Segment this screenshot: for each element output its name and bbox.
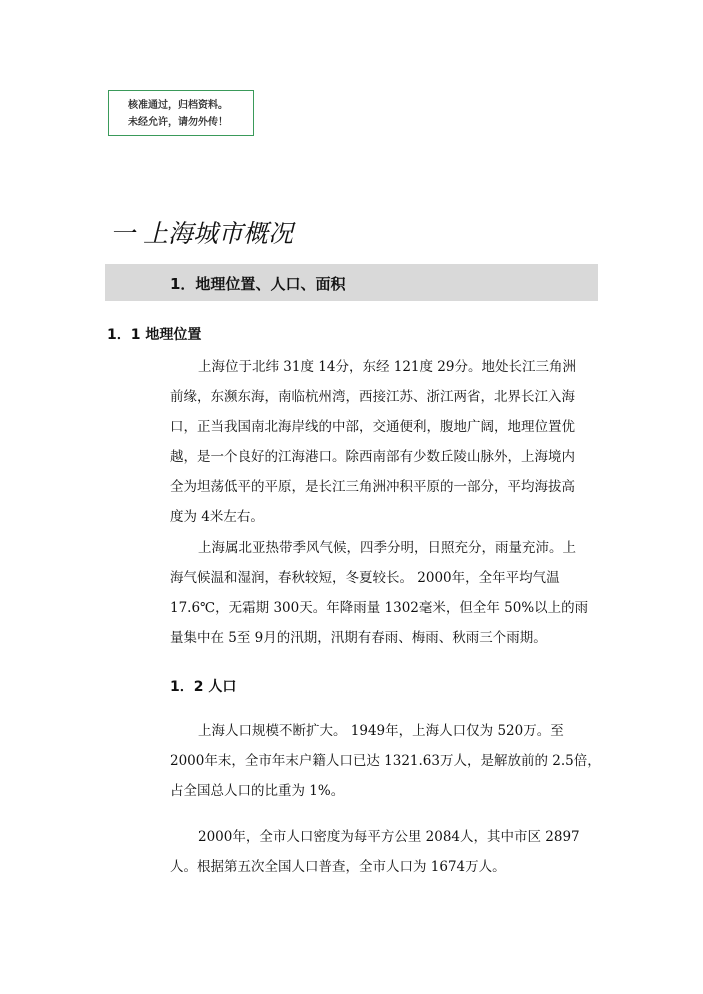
paragraph-climate <box>170 533 598 653</box>
paragraph-density <box>170 822 598 882</box>
text-line: 度为 4米左右。 <box>170 509 264 525</box>
text-line: 17.6℃，无霜期 300天。年降雨量 1302毫米，但全年 50%以上的雨 <box>170 600 589 616</box>
text-line: 2000年，全市人口密度为每平方公里 2084人，其中市区 2897 <box>198 829 580 845</box>
section-header-bar <box>105 264 598 301</box>
approval-stamp <box>108 90 254 136</box>
text-line: 人。根据第五次全国人口普查，全市人口为 1674万人。 <box>170 859 506 875</box>
text-line: 全为坦荡低平的平原，是长江三角洲冲积平原的一部分，平均海拔高 <box>170 479 575 495</box>
text-line: 上海人口规模不断扩大。 1949年，上海人口仅为 520万。至 <box>198 723 564 739</box>
section-title: 1．地理位置、人口、面积 <box>170 275 346 293</box>
paragraph-population <box>170 716 601 806</box>
subsection-title-location: 1．1 地理位置 <box>107 327 202 343</box>
text-line: 口，正当我国南北海岸线的中部，交通便利，腹地广阔，地理位置优 <box>170 419 575 435</box>
text-line: 2000年末，全市年末户籍人口已达 1321.63万人，是解放前的 2.5倍， <box>170 753 601 769</box>
text-line: 上海位于北纬 31度 14分，东经 121度 29分。地处长江三角洲 <box>198 359 576 375</box>
text-line: 前缘，东濒东海，南临杭州湾，西接江苏、浙江两省，北界长江入海 <box>170 389 575 405</box>
text-line: 海气候温和湿润，春秋较短，冬夏较长。 2000年，全年平均气温 <box>170 570 560 586</box>
text-line: 上海属北亚热带季风气候，四季分明，日照充分，雨量充沛。上 <box>198 540 576 556</box>
paragraph-location <box>170 352 598 532</box>
text-line: 越，是一个良好的江海港口。除西南部有少数丘陵山脉外，上海境内 <box>170 449 575 465</box>
subsection-title-population: 1．2 人口 <box>170 679 237 695</box>
stamp-line-1: 核准通过，归档资料。 <box>128 100 228 111</box>
stamp-line-2: 未经允许，请勿外传！ <box>128 117 228 128</box>
text-line: 占全国总人口的比重为 1%。 <box>170 783 345 799</box>
chapter-title: 一 上海城市概况 <box>110 219 293 248</box>
text-line: 量集中在 5至 9月的汛期，汛期有春雨、梅雨、秋雨三个雨期。 <box>170 630 547 646</box>
